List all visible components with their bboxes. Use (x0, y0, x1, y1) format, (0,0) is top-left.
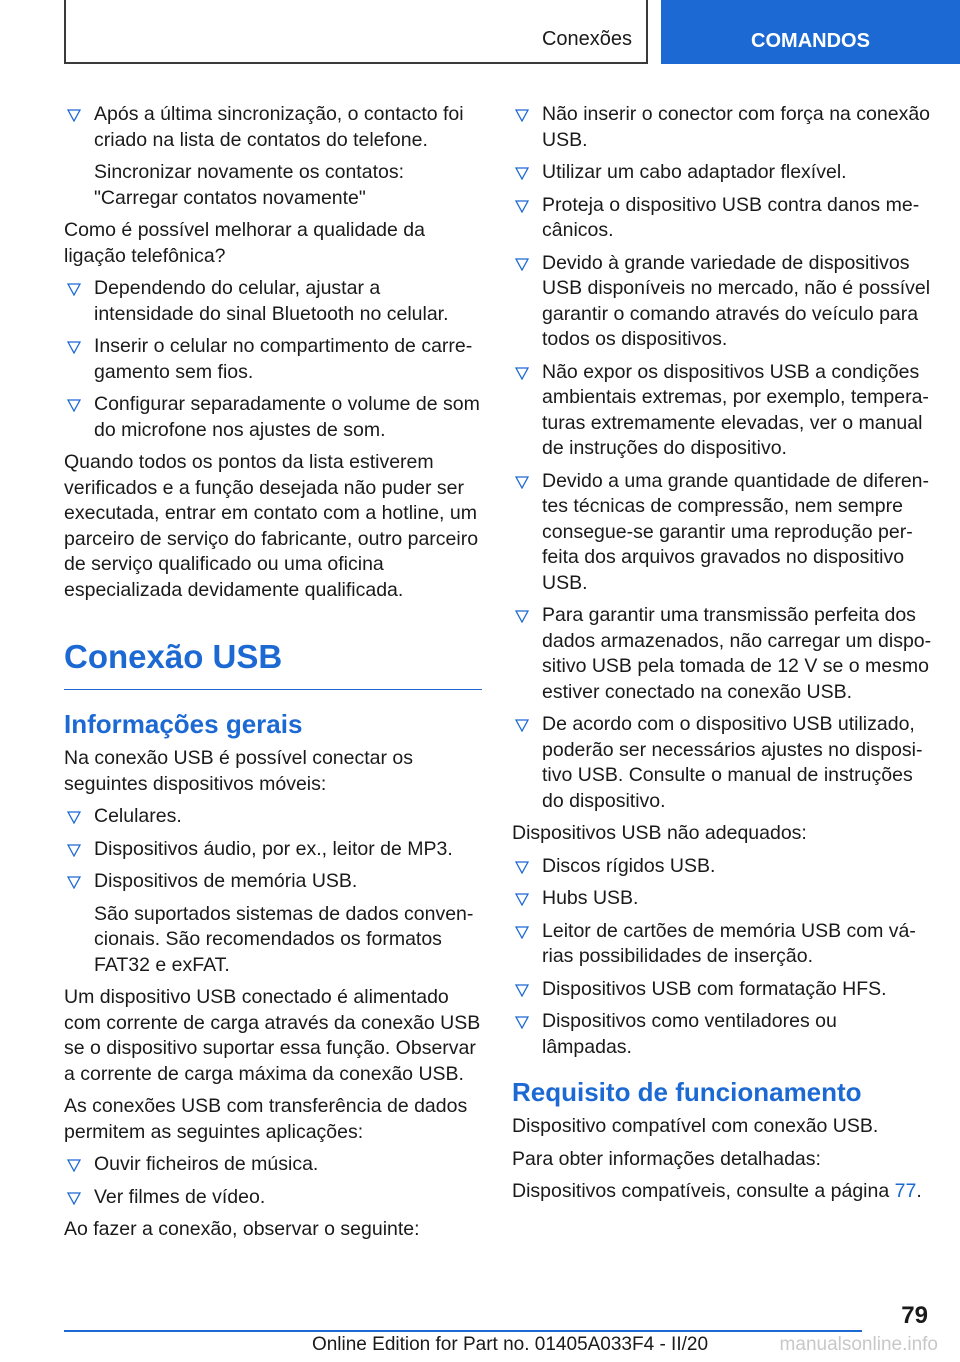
list-item-text: Leitor de cartões de memória USB com várias possibilidades de inserção. (542, 919, 916, 967)
list-item (512, 854, 932, 880)
triangle-bullet-icon (67, 811, 81, 824)
list-item-note: Sincronizar novamente os contatos: "Carregar contatos novamente" (94, 161, 405, 209)
list-item-text: Hubs USB. (542, 887, 639, 909)
triangle-bullet-icon (515, 861, 529, 874)
section-heading: Conexão USB (64, 637, 482, 690)
list-item (64, 392, 482, 443)
triangle-bullet-icon (515, 200, 529, 213)
section-title: Conexões (541, 28, 632, 50)
triangle-bullet-icon (515, 167, 529, 180)
triangle-bullet-icon (67, 109, 81, 122)
list-item (512, 1009, 932, 1060)
triangle-bullet-icon (515, 258, 529, 271)
list-item-text: Dispositivos de memória USB. (94, 870, 358, 892)
list-item (512, 251, 932, 353)
list-item-text: Ver filmes de vídeo. (94, 1185, 266, 1208)
list-item-note: São suportados sistemas de dados convencionais. São recomendados os formatos FAT32 e exFAT. (94, 902, 474, 976)
list-item-text: Após a última sincronização, o contacto foi criado na lista de contatos do telefone. (94, 103, 464, 151)
list-item-text: Ouvir ficheiros de música. (94, 1153, 319, 1175)
list-item (64, 869, 482, 895)
paragraph: Para obter informações detalhadas: (512, 1147, 821, 1170)
triangle-bullet-icon (67, 844, 81, 857)
list-item (64, 334, 482, 385)
list-item-text: Dispositivos como ventiladores ou lâmpadas. (542, 1010, 837, 1058)
triangle-bullet-icon (515, 719, 529, 732)
list-item (512, 712, 932, 814)
footer-divider (64, 1330, 862, 1332)
list-item-text: De acordo com o dispositivo USB utilizado, poderão ser necessários ajustes no dispositivo USB. Consulte o manual de instruções do dispositivo. (542, 713, 923, 812)
page-header (0, 0, 960, 66)
list-item (512, 886, 932, 912)
list-item-text: Para garantir uma transmissão perfeita dos dados armazenados, não carregar um dispositivo USB pela tomada de 12 V se o mesmo estiver conectado na conexão USB. (542, 604, 932, 703)
list-item-text: Celulares. (94, 805, 182, 827)
paragraph (512, 1179, 932, 1205)
watermark: manualsonline.info (779, 1334, 938, 1355)
list-item (64, 276, 482, 327)
paragraph: As conexões USB com transferência de dados permitem as seguintes aplicações: (64, 1095, 468, 1143)
page-reference-link[interactable]: 77 (894, 1180, 917, 1202)
subsection-heading: Requisito de funcionamento (512, 1077, 862, 1107)
triangle-bullet-icon (67, 1159, 81, 1172)
list-item (512, 977, 932, 1003)
triangle-bullet-icon (515, 926, 529, 939)
triangle-bullet-icon (515, 109, 529, 122)
list-item (512, 160, 932, 186)
list-item-text: Não inserir o conector com força na conexão USB. (542, 103, 931, 151)
list-item-text: Discos rígidos USB. (542, 854, 716, 877)
list-item-text: Utilizar um cabo adaptador flexível. (542, 161, 847, 183)
list-item (512, 919, 932, 970)
triangle-bullet-icon (67, 283, 81, 296)
paragraph: Dispositivo compatível com conexão USB. (512, 1115, 879, 1137)
triangle-bullet-icon (67, 876, 81, 889)
list-item-text: Não expor os dispositivos USB a condições ambientais extremas, por exemplo, temperaturas extremamente elevadas, ver o manual de instruções do dispositivo. (542, 360, 929, 459)
list-item (64, 1152, 482, 1178)
right-column (512, 102, 932, 1212)
triangle-bullet-icon (515, 610, 529, 623)
paragraph-text: Dispositivos compatíveis, consulte a página (512, 1180, 895, 1202)
subsection-heading: Informações gerais (64, 709, 303, 739)
chapter-tab-label: COMANDOS (751, 29, 870, 52)
chapter-tab[interactable] (661, 0, 960, 64)
paragraph: Na conexão USB é possível conectar os seguintes dispositivos móveis: (64, 747, 414, 795)
paragraph: Um dispositivo USB conectado é alimentado com corrente de carga através da conexão USB se o dispositivo suportar essa função. Observar a corrente de carga máxima da conexão USB. (64, 986, 481, 1085)
list-item-text: Dispositivos USB com formatação HFS. (542, 977, 887, 1000)
triangle-bullet-icon (67, 341, 81, 354)
list-item (64, 1185, 482, 1211)
list-item-text: Devido a uma grande quantidade de diferentes técnicas de compressão, nem sempre consegue-se garantir uma reprodução perfeita dos arquivos gravados no dispositivo USB. (542, 469, 930, 594)
list-item-text: Dependendo do celular, ajustar a intensidade do sinal Bluetooth no celular. (94, 277, 449, 325)
list-item (64, 837, 482, 863)
list-item (512, 360, 932, 462)
list-item-text: Inserir o celular no compartimento de carregamento sem fios. (94, 335, 473, 383)
list-item (512, 469, 932, 597)
paragraph: Como é possível melhorar a qualidade da ligação telefônica? (64, 219, 425, 267)
triangle-bullet-icon (67, 1192, 81, 1205)
paragraph-end: . (916, 1180, 922, 1202)
triangle-bullet-icon (515, 367, 529, 380)
list-item (512, 193, 932, 244)
paragraph: Ao fazer a conexão, observar o seguinte: (64, 1218, 420, 1240)
left-column (64, 102, 482, 1250)
triangle-bullet-icon (515, 476, 529, 489)
list-item (64, 102, 482, 153)
list-item-text: Dispositivos áudio, por ex., leitor de MP3. (94, 837, 453, 860)
triangle-bullet-icon (515, 984, 529, 997)
triangle-bullet-icon (67, 399, 81, 412)
list-item-text: Configurar separadamente o volume de som do microfone nos ajustes de som. (94, 393, 480, 441)
paragraph: Dispositivos USB não adequados: (512, 822, 807, 844)
triangle-bullet-icon (515, 893, 529, 906)
list-item (512, 102, 932, 153)
page-number: 79 (901, 1302, 928, 1329)
list-item-text: Proteja o dispositivo USB contra danos mecânicos. (542, 193, 920, 241)
paragraph: Quando todos os pontos da lista estiverem verificados e a função desejada não puder ser executada, entrar em contato com a hotline, um parceiro de serviço do fabricante, outro parceiro de serviço qualificado ou uma oficina especializada devidamente qualificada. (64, 451, 479, 601)
list-item (512, 603, 932, 705)
list-item (64, 804, 482, 830)
footer-edition: Online Edition for Part no. 01405A033F4 - II/20 (311, 1334, 709, 1355)
list-item-text: Devido à grande variedade de dispositivos USB disponíveis no mercado, não é possível garantir o comando através do veículo para todos os dispositivos. (542, 251, 931, 350)
section-header-box (64, 0, 648, 64)
triangle-bullet-icon (515, 1016, 529, 1029)
